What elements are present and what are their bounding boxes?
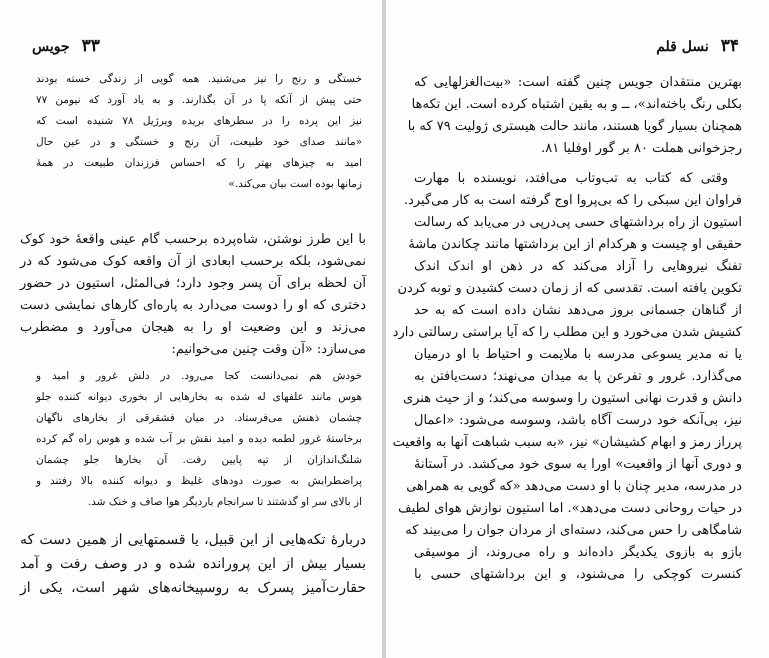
text-line: فراوان این سبکی را که بی‌پروا اوج گرفته است به کار می‌گیرد. [403,193,742,208]
text-line: رجزخوانی هملت ۸۰ بر گور اوفلیا ۸۱. [541,141,742,156]
right-running-title: نسل قلم [656,39,709,55]
text-line: خستگی و رنج را نیز می‌شنید. همه گویی از زندگی خسته بودند [36,73,362,85]
text-line: خودش هم نمی‌دانست کجا می‌رود. در دلش غرور و امید و [36,370,362,382]
text-line: نیز این پرده را در سطرهای بریده ویرژیل ۷۸ شنیده است که [36,115,362,127]
text-line: امید به چیزهای بهتر را که احساس فرزندان طبیعت در همهٔ [36,157,362,169]
text-line: شامگاهی را حس می‌کند، دسته‌ای از مردان جوان را می‌بیند که [405,523,742,538]
text-line: بکلی رنگ باخته‌اند»، ــ و به یقین اشتباه کرده است. این تکه‌ها [411,97,742,112]
text-line: کشیش شدن می‌خورد و این مطلب را که آیا براستی رسالتی دارد [392,325,742,340]
text-line: کنسرت کوچکی را می‌شنود، و این برداشتهای حسی با [414,567,742,582]
text-line: برخاستهٔ غرور لطمه دیده و امید نقش بر آب شده و هوس راه گم کرده [36,433,362,445]
text-line: بسیار بیش از این پرورانده شده و در وصف رفت و آمد [20,556,366,572]
right-page-number: ۳۴ [720,36,739,56]
text-line: هوس مانند علفهای له شده به بخارهایی از بخوری دیوانه کننده جلو [36,391,362,403]
text-line: تفنگ نیروهایی را آزاد می‌کند که در ذهن او اندک اندک [414,259,742,274]
text-line: از بالای سر او گذشتند تا سرانجام باردیگر هوا صاف و خنک شد. [87,496,362,508]
text-line: «مانند صدای خود طبیعت، آن رنج و خستگی و در عین حال [36,136,362,148]
text-line: حتی پیش از آنکه پا در آن بگذارند. و به یاد آورد که نیومن ۷۷ [36,94,362,106]
text-line: شلنگ‌اندازان از تپه پایین رفت. آن بخارها جلو چشمان [36,454,362,466]
text-line: وقتی که کتاب به تب‌وتاب می‌افتد، نویسنده با مهارت [414,171,728,186]
text-line: در مدرسه، مدیر چنان با او دست می‌دهد «که گویی به همراهی [406,479,742,494]
text-line: در حیات روحانی دست می‌دهد». اما استیون نوازش هوای لطیف [398,501,742,516]
text-line: تکوین یافته است. تقدسی که از زمان دست کشیدن و توبه کردن [397,281,742,296]
left-page [0,0,382,658]
text-line: می‌سازد: «آن وقت چنین می‌خوانیم: [171,342,366,357]
text-line: بازو به بازوی یکدیگر داده‌اند و راه می‌روند، از موسیقی [414,545,742,560]
text-line: و دوری آنها از واقعیت» اورا به سوی خود می‌کشد. در آستانهٔ [414,457,742,472]
text-line: زمانها بوده است بیان می‌کند.» [228,178,362,190]
text-line: از گناهان جسمانی بروز می‌دهد نشان داده است که به حد [414,303,742,318]
text-line: پراضطرابش به صورت دودهای غلیظ و دیوانه کننده بالا رفتند و [36,475,362,487]
text-line: می‌زند و این وضعیت او را به هیجان می‌آورد و مضطرب [20,320,366,335]
text-line: می‌گذارد. غرور و تفرعن پا به میدان می‌نهند؛ دست‌یافتن به [414,369,742,384]
text-line: دربارهٔ تکه‌هایی از این قبیل، یا قسمتهایی از همین دست که [20,532,366,548]
text-line: دختری که او را دوست می‌دارد به پاره‌ای کارهای نمایشی دست [20,298,366,313]
right-page-header [656,36,739,56]
left-page-header [32,36,100,56]
text-line: همچنان بسیار گویا هستند، مانند حالت هیستری ژولیت ۷۹ که با [407,119,742,134]
text-line: دانش و قدرت نهانی استیون را وسوسه می‌کند؛ و از حیث هنری [402,391,742,406]
left-running-title: جویس [32,39,70,55]
text-line: چشمان ذهنش می‌فرستاد. در میان فشقرقی از بخارهای ناگهان [36,412,362,424]
text-line: با این طرز نوشتن، شاه‌پرده برحسب گام عینی واقعهٔ خود کوک [20,232,366,247]
text-line: پرراز رمز و ابهام کشیشان» نیز، «به سبب شباهت آنها به واقعیت [392,435,742,450]
text-line: حقیقی او چیست و هرکدام از این برداشتها مانند چکاندن ماشهٔ [408,237,742,252]
text-line: نمی‌شود، بلکه برحسب ابعادی از آن واقعه کوک می‌شود که در [20,254,366,269]
text-line: آن لحظه برای آن پسر وجود دارد؛ فی‌المثل، استیون در حضور [20,276,366,291]
text-line: حقارت‌آمیز پسرک به روسپیخانه‌های شهر است، یکی از [20,580,366,596]
text-line: نیز، بی‌آنکه خود درست آگاه باشد، وسوسه می‌شود: «اعمال [414,413,742,428]
left-page-number: ۳۳ [81,36,100,56]
text-line: یا نه مدیر یسوعی مدرسه با ملایمت و احتیاط با او درمیان [414,347,742,362]
text-line: بهترین منتقدان جویس چنین گفته است: «بیت‌الغزلهایی که [414,75,742,90]
text-line: استیون از راه برداشتهای حسی پی‌درپی در می‌یابد که رسالت [414,215,742,230]
right-page [386,0,769,658]
